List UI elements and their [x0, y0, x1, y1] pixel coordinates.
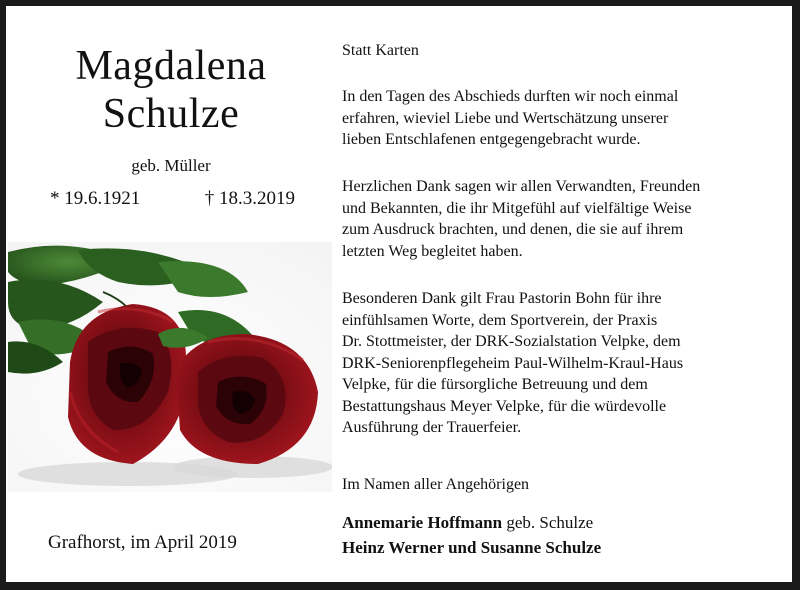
signer-name: Heinz Werner und Susanne Schulze	[342, 538, 602, 557]
left-column	[6, 6, 336, 582]
text-line: zum Ausdruck brachten, und denen, die sie auf ihrem	[342, 221, 684, 238]
closing-line: Im Namen aller Angehörigen	[342, 476, 530, 493]
text-line: In den Tagen des Abschieds durften wir noch einmal	[342, 88, 679, 105]
signers	[342, 510, 782, 560]
maiden-name: geb. Müller	[131, 156, 211, 175]
text-line: Dr. Stottmeister, der DRK-Sozialstation Velpke, dem	[342, 333, 681, 350]
signer-name: Annemarie Hoffmann	[342, 513, 503, 532]
last-name: Schulze	[102, 91, 240, 137]
birth-date: * 19.6.1921	[50, 188, 141, 209]
text-line: letzten Weg begleitet haben.	[342, 242, 523, 260]
paragraph-1	[342, 86, 782, 151]
text-line: einfühlsamen Worte, dem Sportverein, der Praxis	[342, 311, 658, 329]
deceased-name	[6, 42, 336, 138]
first-name: Magdalena	[75, 43, 267, 89]
text-line: Herzlichen Dank sagen wir allen Verwandten, Freunden	[342, 178, 701, 195]
right-column	[342, 6, 782, 582]
heading-statt-karten: Statt Karten	[342, 42, 419, 59]
paragraph-2	[342, 176, 782, 262]
text-line: Besonderen Dank gilt Frau Pastorin Bohn für ihre	[342, 290, 662, 307]
text-line: lieben Entschlafenen entgegengebracht wurde.	[342, 131, 641, 148]
text-line: und Bekannten, die ihr Mitgefühl auf vielfältige Weise	[342, 199, 692, 217]
text-line: erfahren, wieviel Liebe und Wertschätzung unserer	[342, 109, 669, 127]
text-line: Bestattungshaus Meyer Velpke, für die würdevolle	[342, 397, 667, 415]
red-roses-image	[8, 242, 332, 492]
text-line: Ausführung der Trauerfeier.	[342, 419, 522, 436]
place-date: Grafhorst, im April 2019	[48, 532, 237, 553]
text-line: DRK-Seniorenpflegeheim Paul-Wilhelm-Kraul-Haus	[342, 354, 684, 372]
signer-suffix: geb. Schulze	[502, 513, 594, 532]
text-line: Velpke, für die fürsorgliche Betreuung und dem	[342, 376, 648, 393]
death-date: † 18.3.2019	[204, 188, 295, 209]
signer	[342, 510, 782, 535]
paragraph-3	[342, 288, 782, 439]
signer	[342, 535, 782, 560]
obituary-card	[6, 6, 792, 582]
